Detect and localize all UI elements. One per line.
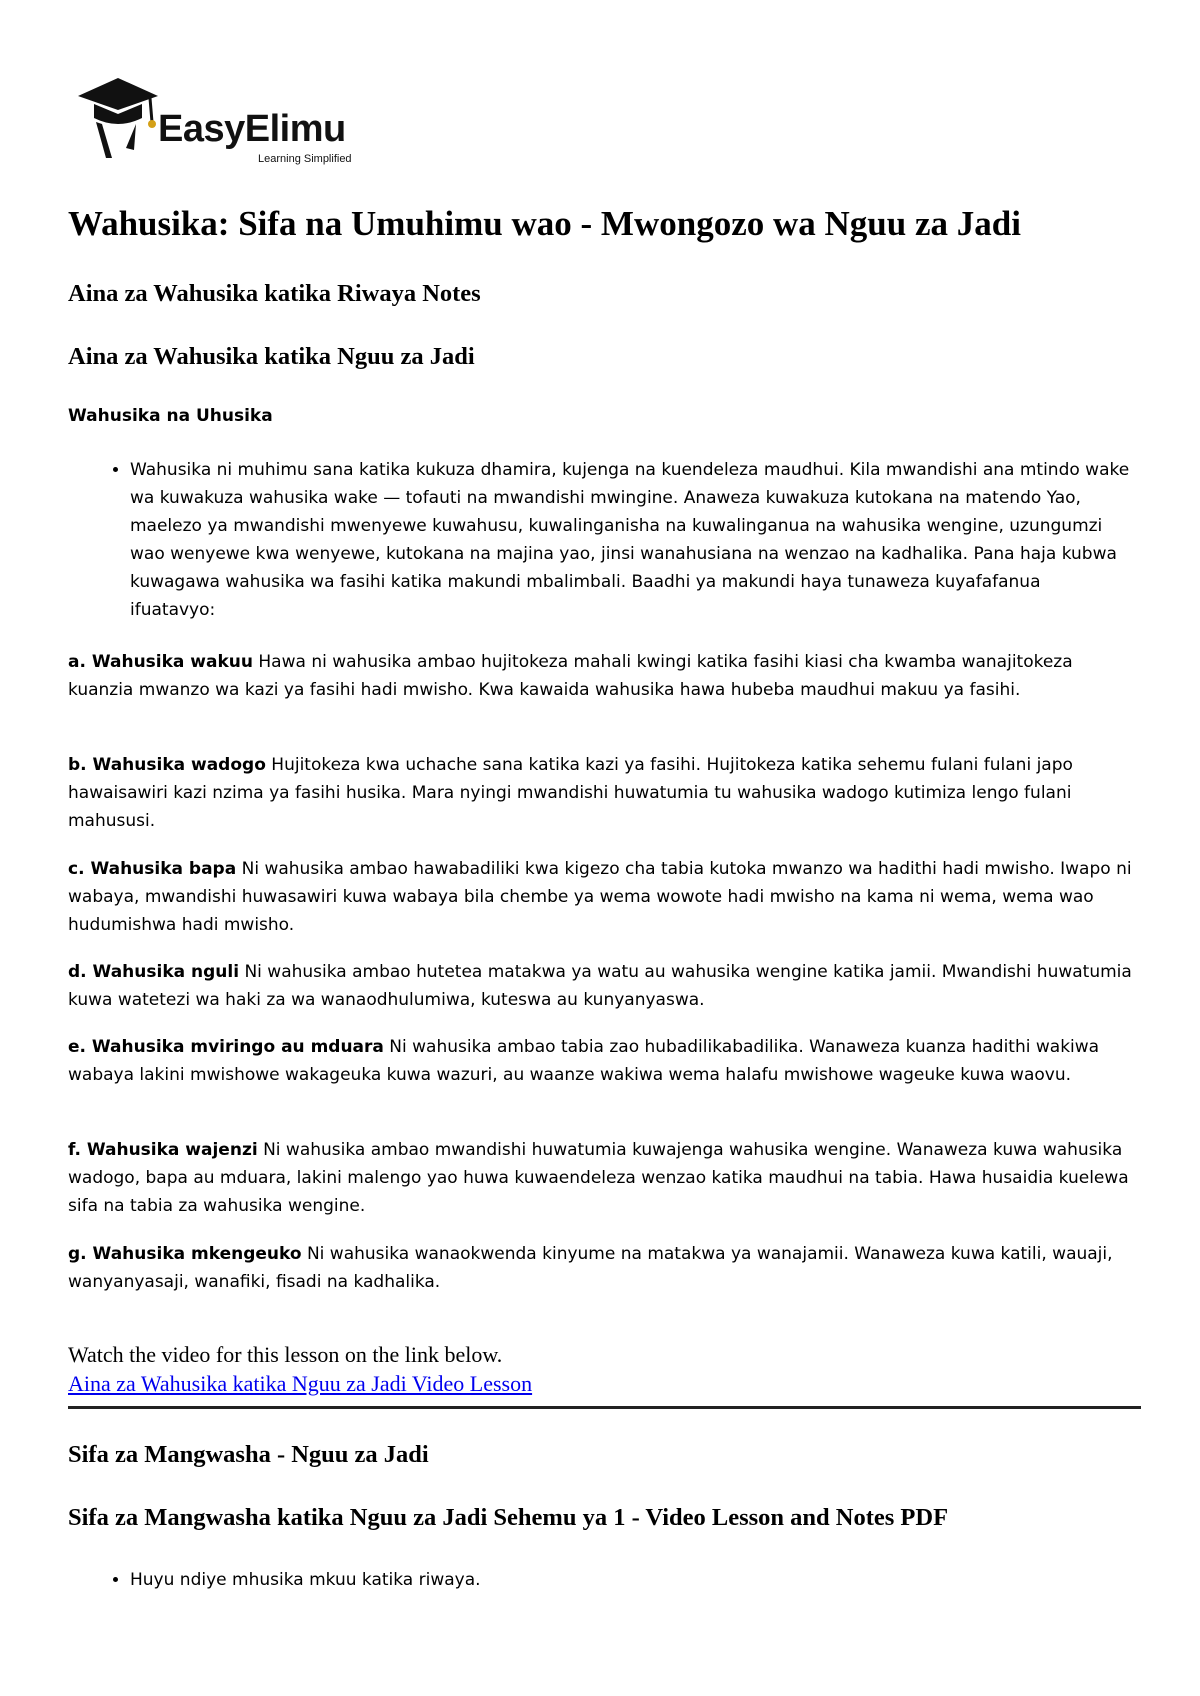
- intro-list: [110, 456, 1130, 624]
- type-description: Hujitokeza kwa uchache sana katika kazi ya fasihi. Hujitokeza katika sehemu fulani fulani japo hawaisawiri kazi nzima ya fasihi husika. Mara nyingi mwandishi huwatumia tu wahusika wadogo kutimiza lengo fulani mahususi.: [68, 755, 1073, 831]
- section-heading-2: Aina za Wahusika katika Nguu za Jadi: [68, 343, 475, 370]
- type-term: b. Wahusika wadogo: [68, 755, 266, 775]
- type-term: d. Wahusika nguli: [68, 962, 240, 982]
- type-description: Ni wahusika wanaokwenda kinyume na matakwa ya wanajamii. Wanaweza kuwa katili, wauaji, wanyanyasaji, wanafiki, fisadi na kadhalika.: [68, 1244, 1113, 1292]
- type-term: c. Wahusika bapa: [68, 859, 237, 879]
- video-lesson-link[interactable]: Aina za Wahusika katika Nguu za Jadi Video Lesson: [68, 1371, 533, 1396]
- graduation-cap-icon: [78, 78, 168, 168]
- section-heading-4: Sifa za Mangwasha katika Nguu za Jadi Sehemu ya 1 - Video Lesson and Notes PDF: [68, 1504, 949, 1531]
- type-term: g. Wahusika mkengeuko: [68, 1244, 302, 1264]
- section-heading-1: Aina za Wahusika katika Riwaya Notes: [68, 280, 481, 307]
- list-item: • Huyu ndiye mhusika mkuu katika riwaya.: [130, 1566, 1130, 1594]
- brand-logo: [78, 78, 378, 168]
- type-description: Ni wahusika ambao tabia zao hubadilikabadilika. Wanaweza kuanza hadithi wakiwa wabaya lakini mwishowe wakageuka kuwa wazuri, au waanze wakiwa wema halafu mwishowe wageuke kuwa waovu.: [68, 1037, 1100, 1085]
- type-description: Ni wahusika ambao hutetea matakwa ya watu au wahusika wengine katika jamii. Mwandishi huwatumia kuwa watetezi wa haki za wa wanaodhulumiwa, kuteswa au kunyanyaswa.: [68, 962, 1132, 1010]
- mangwasha-list: [110, 1566, 1130, 1594]
- section-divider: [68, 1406, 1141, 1409]
- video-callout: [68, 1340, 532, 1398]
- type-description: Hawa ni wahusika ambao hujitokeza mahali kwingi katika fasihi kiasi cha kwamba wanajitokeza kuanzia mwanzo wa kazi ya fasihi hadi mwisho. Kwa kawaida wahusika hawa hubeba maudhui makuu ya fasihi.: [68, 652, 1073, 700]
- brand-tagline: Learning Simplified: [258, 153, 352, 165]
- type-description: Ni wahusika ambao hawabadiliki kwa kigezo cha tabia kutoka mwanzo wa hadithi hadi mwisho. Iwapo ni wabaya, mwandishi huwasawiri kuwa wabaya bila chembe ya wema wowote hadi mwisho na kama ni wema, wema wao hudumishwa hadi mwisho.: [68, 859, 1132, 935]
- type-paragraph-f: [68, 1136, 1143, 1220]
- list-item: • Wahusika ni muhimu sana katika kukuza dhamira, kujenga na kuendeleza maudhui. Kila mwandishi ana mtindo wake wa kuwakuza wahusika wake — tofauti na mwandishi mwingine. Anaweza kuwakuza kutokana na matendo Yao, maelezo ya mwandishi mwenyewe kuwahusu, kuwalinganisha na kuwalinganua na wahusika wengine, uzungumzi wao wenyewe kwa wenyewe, kutokana na majina yao, jinsi wanahusiana na wenzao na kadhalika. Pana haja kubwa kuwagawa wahusika wa fasihi katika makundi mbalimbali. Baadhi ya makundi haya tunaweza kuyafafanua ifuatavyo:: [130, 456, 1130, 624]
- type-paragraph-g: [68, 1240, 1143, 1296]
- video-callout-text: Watch the video for this lesson on the link below.: [68, 1342, 503, 1367]
- type-paragraph-c: [68, 855, 1143, 939]
- type-paragraph-a: [68, 648, 1143, 704]
- subsection-heading: Wahusika na Uhusika: [68, 406, 273, 426]
- type-term: f. Wahusika wajenzi: [68, 1140, 258, 1160]
- type-term: e. Wahusika mviringo au mduara: [68, 1037, 384, 1057]
- section-heading-3: Sifa za Mangwasha - Nguu za Jadi: [68, 1441, 429, 1468]
- page-title: Wahusika: Sifa na Umuhimu wao - Mwongozo wa Nguu za Jadi: [68, 204, 1021, 243]
- type-term: a. Wahusika wakuu: [68, 652, 253, 672]
- type-description: Ni wahusika ambao mwandishi huwatumia kuwajenga wahusika wengine. Wanaweza kuwa wahusika wadogo, bapa au mduara, lakini malengo yao huwa kuwaendeleza wenzao katika maudhui na tabia. Hawa husaidia kuelewa sifa na tabia za wahusika wengine.: [68, 1140, 1129, 1216]
- brand-name: EasyElimu: [158, 108, 346, 150]
- type-paragraph-d: [68, 958, 1143, 1014]
- type-paragraph-e: [68, 1033, 1143, 1089]
- type-paragraph-b: [68, 751, 1143, 835]
